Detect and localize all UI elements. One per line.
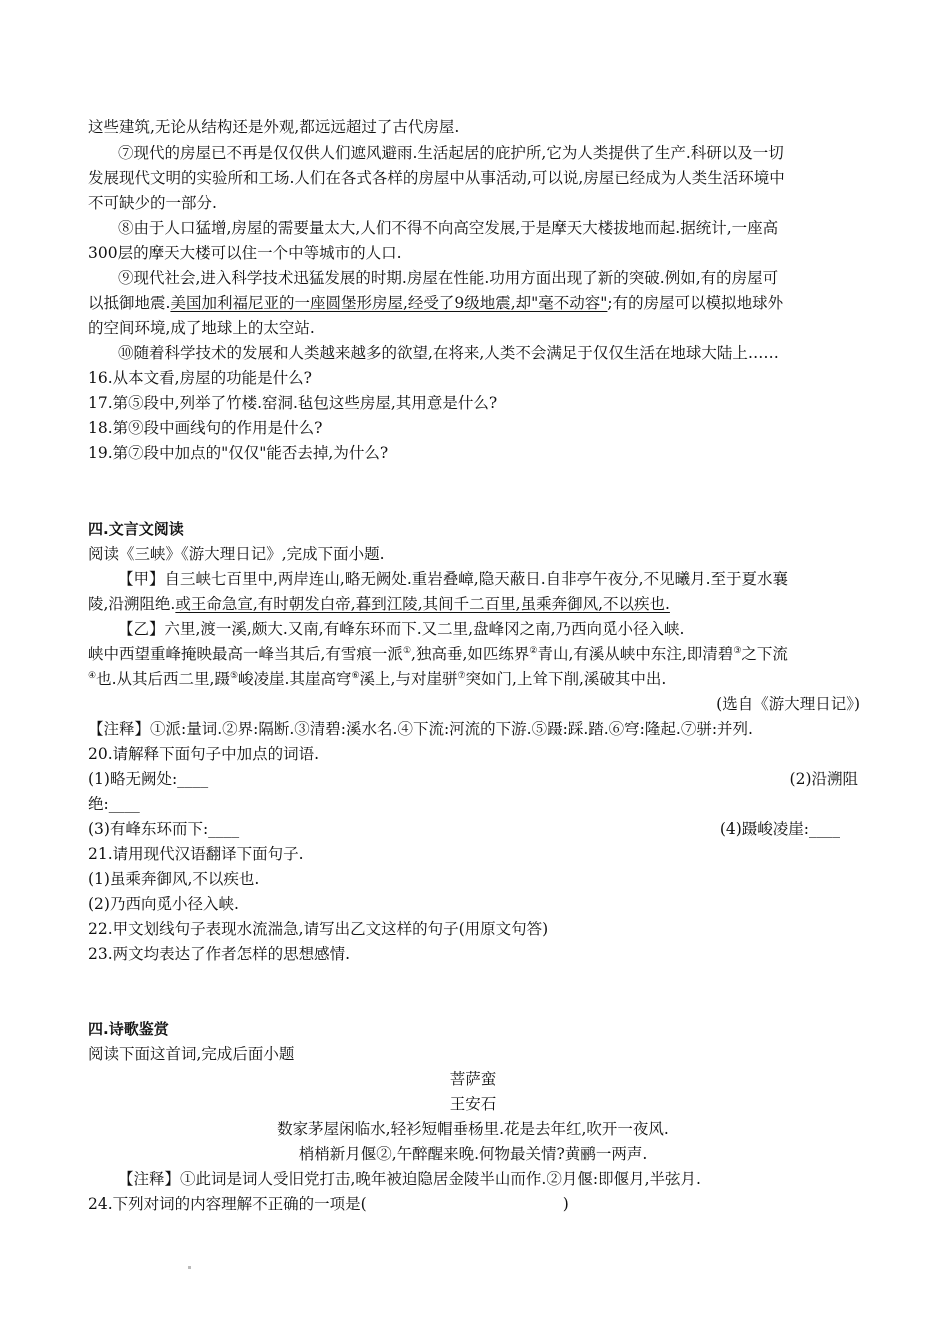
question-18: 18.第⑨段中画线句的作用是什么? (88, 419, 323, 437)
text-line (88, 643, 858, 665)
sub-question: (1)虽乘奔御风,不以疾也. (88, 870, 260, 888)
section-intro: 阅读《三峡》《游大理日记》,完成下面小题. (88, 545, 385, 563)
text-span: 突如门,上耸下削,溪破其中出. (465, 670, 667, 688)
sub-question: (4)蹑峻凌崖:____ (719, 820, 840, 838)
footnote-marker: ⑥ (351, 670, 360, 681)
poem-author: 王安石 (449, 1095, 497, 1113)
section-intro: 阅读下面这首词,完成后面小题 (88, 1045, 295, 1063)
footnote-marker: ④ (88, 670, 97, 681)
text-line (88, 593, 858, 615)
source-citation: (选自《游大理日记》) (716, 695, 860, 713)
sub-question: (1)略无阙处:____ (88, 770, 209, 788)
underlined-sentence: 美国加利福尼亚的一座圆堡形房屋,经受了9级地震,却"毫不动容" (170, 294, 608, 312)
sub-question: (2)乃西向觅小径入峡. (88, 895, 239, 913)
footnote-marker: ② (529, 645, 538, 656)
footnote-marker: ① (402, 645, 412, 656)
sub-question: (2)沿溯阻 (789, 770, 858, 788)
text-line (88, 818, 858, 840)
question-21: 21.请用现代汉语翻译下面句子. (88, 845, 304, 863)
text-line (88, 668, 858, 690)
section-heading-classical: 四.文言文阅读 (88, 520, 184, 538)
page-mark (188, 1266, 191, 1269)
text-span: ,独高垂,如匹练界 (411, 645, 530, 663)
text-line: 这些建筑,无论从结构还是外观,都远远超过了古代房屋. (88, 118, 460, 136)
text-line (88, 292, 858, 314)
poem-notes: 【注释】①此词是词人受旧党打击,晚年被迫隐居金陵半山而作.②月偃:即偃月,半弦月. (118, 1170, 701, 1188)
text-span: 陵,沿溯阻绝. (88, 595, 176, 613)
underlined-sentence: 或王命急宣,有时朝发白帝,暮到江陵,其间千二百里,虽乘奔御风,不以疾也. (175, 595, 670, 613)
text-span: 24.下列对词的内容理解不正确的一项是( (88, 1195, 367, 1213)
question-17: 17.第⑤段中,列举了竹楼.窑洞.毡包这些房屋,其用意是什么? (88, 394, 498, 412)
text-span: 也.从其后西二里,蹑 (96, 670, 230, 688)
text-span: ) (562, 1195, 569, 1213)
question-16: 16.从本文看,房屋的功能是什么? (88, 369, 312, 387)
text-line: 绝:____ (88, 795, 140, 813)
text-line: 的空间环境,成了地球上的太空站. (88, 319, 315, 337)
text-span: 溪上,与对崖骈 (359, 670, 458, 688)
text-line (88, 768, 858, 790)
question-19: 19.第⑦段中加点的"仅仅"能否去掉,为什么? (88, 444, 389, 462)
section-heading-poetry: 四.诗歌鉴赏 (88, 1020, 169, 1038)
text-span: 青山,有溪从峡中东注,即清碧 (537, 645, 734, 663)
poem-line: 梢梢新月偃②,午醉醒来晚.何物最关情?黄鹂一两声. (298, 1145, 648, 1163)
footnote-marker: ⑤ (229, 670, 239, 681)
question-24 (88, 1193, 858, 1215)
annotation-notes: 【注释】①派:量词.②界:隔断.③清碧:溪水名.④下流:河流的下游.⑤蹑:踩.踏.⑥穹:隆起.⑦骈:并列. (88, 720, 753, 738)
text-line: 不可缺少的一部分. (88, 194, 217, 212)
question-22: 22.甲文划线句子表现水流湍急,请写出乙文这样的句子(用原文句答) (88, 920, 549, 938)
text-span: ;有的房屋可以模拟地球外 (607, 294, 784, 312)
paragraph-8: ⑧由于人口猛增,房屋的需要量太大,人们不得不向高空发展,于是摩天大楼拔地而起.据统计,一座高 (118, 219, 779, 237)
text-span: 峡中西望重峰掩映最高一峰当其后,有雪痕一派 (88, 645, 403, 663)
text-span: 以抵御地震. (88, 294, 171, 312)
question-20: 20.请解释下面句子中加点的词语. (88, 745, 320, 763)
paragraph-9: ⑨现代社会,进入科学技术迅猛发展的时期.房屋在性能.功用方面出现了新的突破.例如,有的房屋可 (118, 269, 779, 287)
footnote-marker: ③ (733, 645, 742, 656)
passage-jia: 【甲】自三峡七百里中,两岸连山,略无阙处.重岩叠嶂,隐天蔽日.自非亭午夜分,不见曦月.至于夏水襄 (118, 570, 788, 588)
passage-yi: 【乙】六里,渡一溪,颇大.又南,有峰东环而下.又二里,盘峰冈之南,乃西向觅小径入峡. (118, 620, 685, 638)
footnote-marker: ⑦ (457, 670, 466, 681)
poem-line: 数家茅屋闲临水,轻衫短帽垂杨里.花是去年红,吹开一夜风. (277, 1120, 669, 1138)
text-line: 发展现代文明的实验所和工场.人们在各式各样的房屋中从事活动,可以说,房屋已经成为人类生活环境中 (88, 169, 785, 187)
text-span: 之下流 (741, 645, 788, 663)
paragraph-10: ⑩随着科学技术的发展和人类越来越多的欲望,在将来,人类不会满足于仅仅生活在地球大陆上…… (118, 344, 779, 362)
poem-title: 菩萨蛮 (449, 1070, 497, 1088)
question-23: 23.两文均表达了作者怎样的思想感情. (88, 945, 351, 963)
sub-question: (3)有峰东环而下:____ (88, 820, 240, 838)
text-line: 300层的摩天大楼可以住一个中等城市的人口. (88, 244, 402, 262)
text-span: 峻凌崖.其崖高穹 (238, 670, 352, 688)
paragraph-7: ⑦现代的房屋已不再是仅仅供人们遮风避雨.生活起居的庇护所,它为人类提供了生产.科研以及一切 (118, 144, 784, 162)
